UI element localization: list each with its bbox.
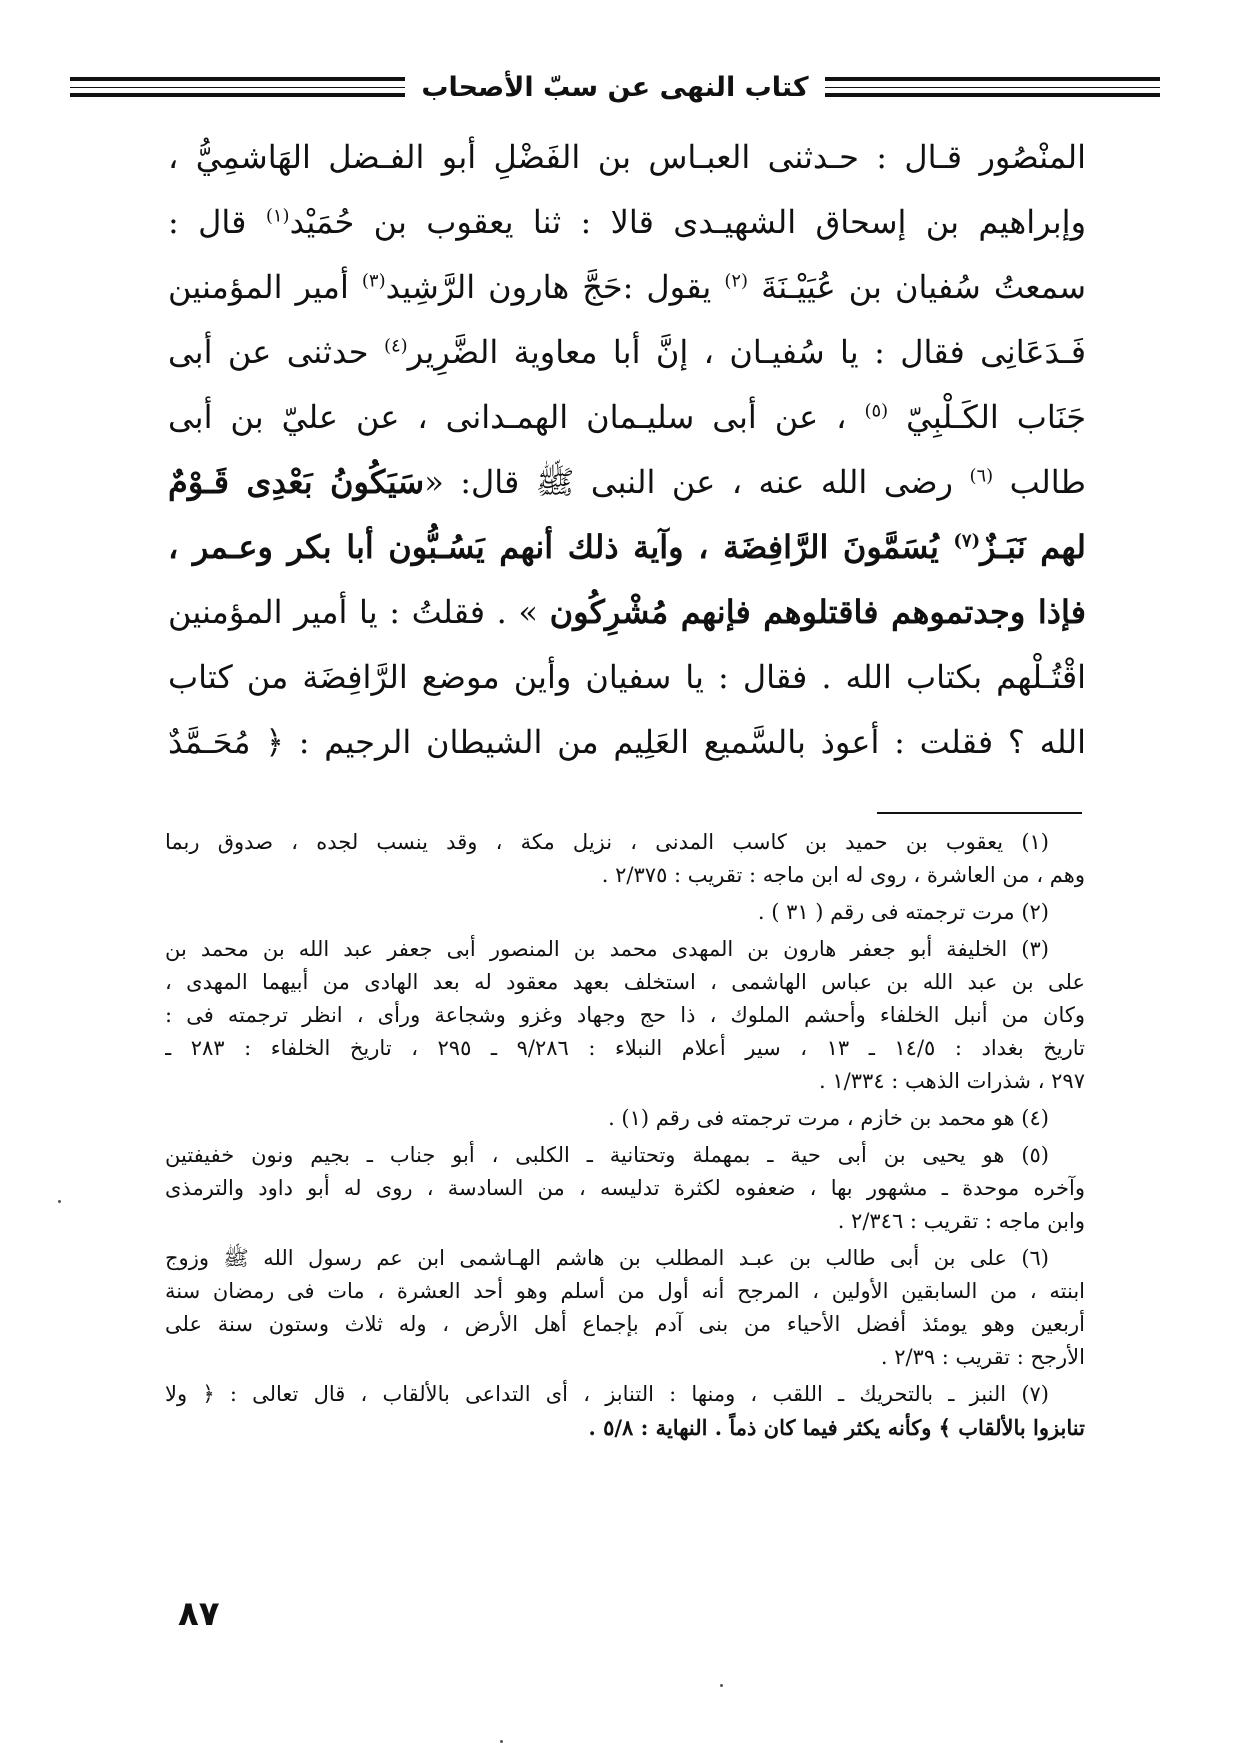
footnote-line: أربعين وهو يومئذ أفضل الأحياء من بنى آدم بإجماع أهل الأرض ، وله ثلاث وستون سنة على (165, 1312, 1085, 1336)
footnote-marker-2: (٢) (724, 270, 749, 292)
body-line-1: المنْصُور قـال : حـدثنى العبـاس بن الفَضْلِ أبو الفـضل الهَاشمِيُّ ، (168, 138, 1086, 176)
footnote-line: تاريخ بغداد : ١٤/٥ ـ ١٣ ، سير أعلام النبلاء : ٩/٢٨٦ ـ ٢٩٥ ، تاريخ الخلفاء : ٢٨٣ ـ (165, 1036, 1085, 1060)
body-line-10: الله ؟ فقلت : أعوذ بالسَّميع العَلِيم من الشيطان الرجيم : ﴿ مُحَـمَّدٌ (168, 723, 1086, 761)
body-line-6-text: طالب (1009, 463, 1086, 501)
footnote-marker-5: (٥) (864, 400, 889, 422)
body-line-2-text: وإبراهيم بن إسحاق الشهيـدى قالا : ثنا يعقوب بن حُمَيْد (289, 203, 1086, 241)
scan-speck (720, 1684, 723, 1687)
body-line-4-text: فَـدَعَانِى فقال : يا سُفيـان ، إنَّ أبا معاوية الضَّرِير (407, 333, 1086, 371)
body-line-2 (168, 190, 1086, 255)
footnote-line: الأرجح : تقريب : ٢/٣٩ . (880, 1345, 1085, 1369)
footnote-line: (٧) النبز ـ بالتحريك ـ اللقب ، ومنها : التنابز ، أى التداعى بالألقاب ، قال تعالى : ﴿ ولا (165, 1382, 1049, 1406)
body-line-2-end: قال : (168, 203, 247, 241)
body-line-3-end: أمير المؤمنين (168, 268, 349, 306)
body-line-3-text: سمعتُ سُفيان بن عُيَيْـنَةَ (761, 268, 1086, 306)
header-rule-left (70, 77, 405, 97)
hadith-text-1: سَيَكُونُ بَعْدِى قَـوْمٌ (168, 463, 425, 501)
footnote-3 (165, 933, 1085, 1098)
body-line-5-mid: ، عن أبى سليـمان الهمـدانى ، عن عليّ بن أبى (168, 398, 847, 436)
body-line-3 (168, 255, 1086, 320)
page-number: ٨٧ (178, 1594, 220, 1634)
hadith-text-4: فإذا وجدتموهم فاقتلوهم فإنهم مُشْرِكُون (549, 593, 1086, 631)
body-line-4 (168, 320, 1086, 385)
footnote-line: وكان من أنبل الخلفاء وأحشم الملوك ، ذا حج وجهاد وغزو وشجاعة ورأى ، انظر ترجمته فى : (165, 1003, 1085, 1027)
footnote-line: وهم ، من العاشرة ، روى له ابن ماجه : تقريب : ٢/٣٧٥ . (601, 863, 1085, 887)
hadith-text-2: يُسَمَّونَ الرَّافِضَة (722, 528, 939, 566)
footnote-line: تنابزوا بالألقاب ﴾ وكأنه يكثر فيما كان ذماً . النهاية : ٥/٨ . (588, 1415, 1085, 1440)
footnote-line: ابنته ، من السابقين الأولين ، المرجح أنه أول من أسلم وهو أحد العشرة ، مات فى رمضان سنة (165, 1279, 1085, 1303)
footnote-marker-7: (٧) (953, 530, 981, 552)
footnote-separator (877, 812, 1082, 814)
footnote-line: وابن ماجه : تقريب : ٢/٣٤٦ . (837, 1209, 1085, 1233)
footnote-7 (165, 1378, 1085, 1444)
body-line-8 (168, 580, 1086, 645)
body-line-7-text: لهم نَبَـزٌ (980, 528, 1086, 566)
footnote-line: (٤) هو محمد بن خازم ، مرت ترجمته فى رقم (١) . (608, 1106, 1049, 1130)
hadith-text-3: ، وآية ذلك أنهم يَسُـبُّون أبا بكر وعـمر ، (168, 528, 709, 566)
footnote-2 (165, 896, 1085, 929)
scan-speck (58, 1200, 61, 1203)
header-rule-right (825, 77, 1160, 97)
footnote-marker-4: (٤) (383, 335, 408, 357)
footnote-marker-6: (٦) (969, 465, 994, 487)
footnote-line: على بن عبد الله بن عباس الهاشمى ، استخلف بعهد معقود له بعد الهادى من أبيهما المهدى ، (165, 970, 1085, 994)
footnote-line: وآخره موحدة ـ مشهور بها ، ضعفوه لكثرة تدليسه ، من السادسة ، روى له أبو داود والترمذى (165, 1176, 1085, 1200)
footnote-line: (٢) مرت ترجمته فى رقم ( ٣١ ) . (757, 900, 1049, 924)
body-line-6 (168, 450, 1086, 515)
footnote-line: (٥) هو يحيى بن أبى حية ـ بمهملة وتحتانية ـ الكلبى ، أبو جناب ـ بجيم ونون خفيفتين (165, 1143, 1049, 1167)
footnote-line: (٣) الخليفة أبو جعفر هارون بن المهدى محمد بن المنصور أبى جعفر عبد الله بن محمد بن (165, 937, 1049, 961)
footnote-4 (165, 1102, 1085, 1135)
body-line-5 (168, 385, 1086, 450)
body-line-9: اقْتُـلْهم بكتاب الله . فقال : يا سفيان وأين موضع الرَّافِضَة من كتاب (168, 658, 1086, 696)
footnote-line: (٦) على بن أبى طالب بن عبـد المطلب بن هاشم الهـاشمى ابن عم رسول الله ﷺ وزوج (165, 1246, 1049, 1270)
footnote-5 (165, 1139, 1085, 1238)
footnote-6 (165, 1242, 1085, 1374)
body-line-5-text: جَنَاب الكَـلْبِيّ (906, 398, 1086, 436)
footnote-line: (١) يعقوب بن حميد بن كاسب المدنى ، نزيل مكة ، وقد ينسب لجده ، صدوق ربما (165, 830, 1049, 854)
main-text (168, 125, 1086, 795)
body-line-7 (168, 515, 1086, 580)
body-line-3-mid: يقول :حَجَّ هارون الرَّشِيد (385, 268, 712, 306)
footnotes (165, 826, 1085, 1444)
scan-speck (500, 1740, 503, 1743)
footnote-marker-1: (١) (265, 205, 290, 227)
body-line-6-mid: رضى الله عنه ، عن النبى ﷺ قال: « (424, 463, 953, 501)
body-line-4-end: حدثنى عن أبى (168, 333, 369, 371)
footnote-line: ٢٩٧ ، شذرات الذهب : ١/٣٣٤ . (819, 1069, 1085, 1093)
running-header (70, 62, 1160, 112)
footnote-1 (165, 826, 1085, 892)
footnote-marker-3: (٣) (361, 270, 386, 292)
book-title: كتاب النهى عن سبّ الأصحاب (421, 71, 809, 103)
body-line-8-rest: » . فقلتُ : يا أمير المؤمنين (168, 593, 538, 631)
